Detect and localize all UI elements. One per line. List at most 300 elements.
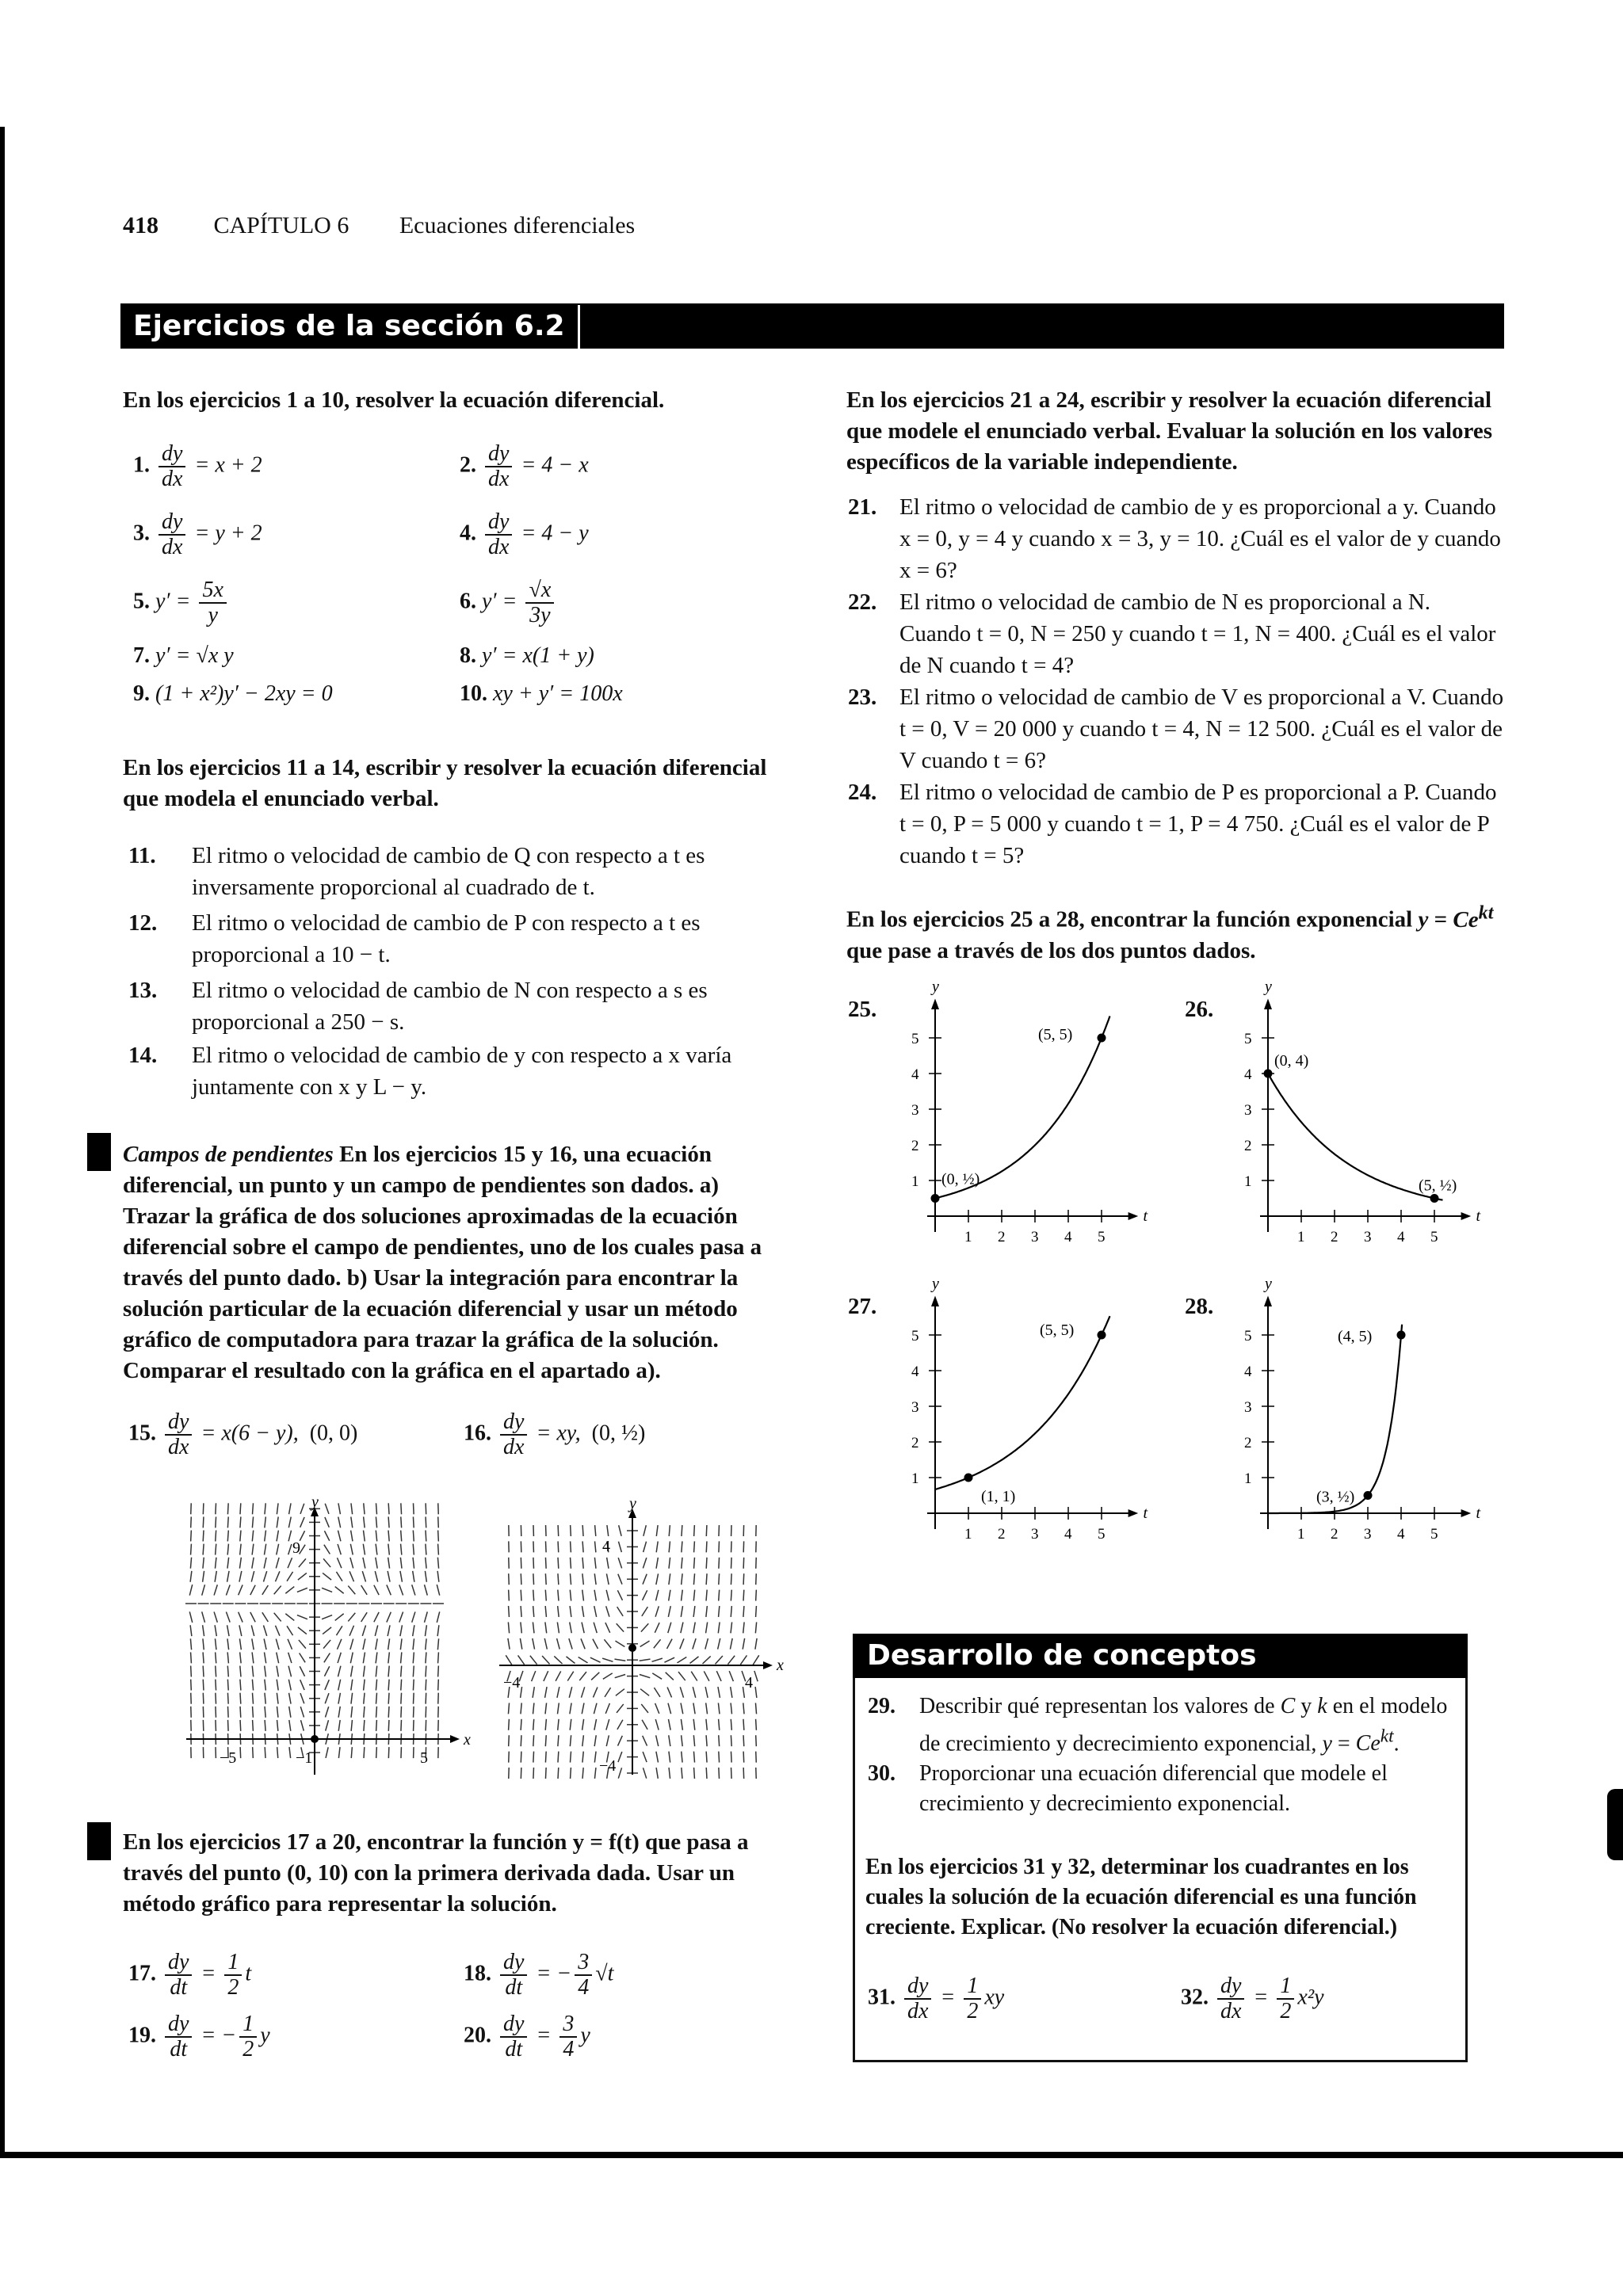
data-point: [931, 1194, 940, 1203]
slope-segment: [437, 1611, 439, 1623]
slope-segment: [656, 1590, 659, 1601]
slope-segment: [401, 1693, 402, 1704]
slope-segment: [288, 1639, 292, 1650]
slope-segment: [289, 1707, 291, 1718]
slope-segment: [594, 1703, 597, 1714]
slope-segment: [388, 1707, 389, 1718]
slope-segment: [214, 1585, 217, 1595]
slope-segment: [582, 1606, 583, 1617]
exercise-2: 2. $\frac{dy}{dx}$ = 4 − x: [460, 441, 589, 491]
slope-segment: [202, 1585, 205, 1595]
section-title: Ejercicios de la sección 6.2: [120, 305, 580, 349]
slope-segment: [300, 1707, 304, 1717]
instruction-15-16: Campos de pendientes En los ejercicios 15 y 16, una ecuación diferencial, un punto y un campo de pendientes son dados. a) Trazar la gráfica de dos soluciones aproximadas de la ecuación diferencial sobre el campo de pendientes, uno de los cuales pasa a través del punto dado. b) Usar la integración para encontrar la solución particular de la ecuación diferencial y usar un método gráfico de computadora para trazar la gráfica de la solución. Comparar el resultado con la gráfica en el apartado a).: [123, 1142, 762, 1383]
slope-segment: [401, 1544, 402, 1555]
slope-segment: [595, 1525, 596, 1536]
slope-segment: [729, 1671, 733, 1681]
slope-segment: [617, 1607, 624, 1616]
slope-segment: [545, 1590, 546, 1601]
slope-segment: [388, 1531, 389, 1542]
slope-segment: [274, 1586, 281, 1595]
slope-segment: [438, 1693, 439, 1704]
slope-segment: [264, 1558, 266, 1569]
slope-segment: [364, 1707, 365, 1718]
slope-segment: [438, 1680, 439, 1691]
slope-segment: [374, 1612, 379, 1622]
slope-segment: [643, 1768, 646, 1778]
slope-segment: [617, 1623, 624, 1631]
slope-segment: [253, 1747, 254, 1758]
slope-segment: [289, 1747, 291, 1758]
point-label: (5, 5): [1038, 1026, 1073, 1043]
slope-segment: [617, 1704, 624, 1713]
section-marker-icon: [87, 1133, 111, 1171]
svg-text:−5: −5: [220, 1749, 237, 1767]
slope-segment: [227, 1571, 229, 1582]
slope-segment: [705, 1638, 708, 1650]
slope-segment: [718, 1703, 720, 1714]
point-label: (5, ½): [1419, 1177, 1457, 1195]
slope-segment: [191, 1652, 192, 1663]
slope-segment: [203, 1531, 204, 1542]
slope-segment: [227, 1638, 229, 1650]
slope-segment: [756, 1573, 757, 1585]
slope-segment: [388, 1747, 389, 1758]
slope-segment: [364, 1503, 365, 1514]
axis-label-t: t: [1476, 1505, 1481, 1522]
slope-segment: [618, 1558, 621, 1568]
slope-segment: [579, 1657, 588, 1662]
slope-segment: [227, 1625, 229, 1636]
slope-segment: [582, 1719, 584, 1730]
slope-segment: [606, 1590, 609, 1601]
exercise-12: 12. El ritmo o velocidad de cambio de P con respecto a t es proporcional a 10 − t.: [128, 910, 701, 967]
tick-label-x: 3: [1031, 1229, 1039, 1245]
data-point: [1264, 1070, 1273, 1078]
slope-segment: [399, 1612, 403, 1623]
slope-segment: [693, 1638, 696, 1649]
slope-segment: [606, 1606, 609, 1616]
slope-segment: [664, 1657, 674, 1662]
slope-segment: [706, 1768, 707, 1779]
exercise-15: 15. $\frac{dy}{dx}$ = x(6 − y), (0, 0): [128, 1409, 358, 1459]
slope-segment: [239, 1571, 242, 1582]
slope-field-16: [491, 1497, 792, 1783]
slope-segment: [350, 1544, 353, 1555]
exercise-10: 10. xy + y′ = 100x: [460, 681, 623, 706]
slope-segment: [413, 1638, 414, 1650]
slope-segment: [277, 1680, 278, 1691]
slope-segment: [338, 1544, 341, 1554]
slope-segment: [756, 1752, 757, 1763]
slope-segment: [348, 1613, 355, 1622]
slope-segment: [719, 1541, 720, 1552]
slope-segment: [324, 1531, 329, 1540]
slope-segment: [656, 1752, 659, 1763]
slope-segment: [274, 1613, 281, 1622]
slope-segment: [567, 1672, 574, 1681]
slope-segment: [364, 1693, 365, 1704]
slope-segment: [388, 1544, 389, 1555]
slope-segment: [252, 1680, 253, 1691]
slope-segment: [190, 1638, 191, 1650]
slope-segment: [336, 1626, 342, 1635]
slope-segment: [693, 1687, 695, 1698]
slope-segment: [413, 1571, 414, 1582]
slope-segment: [570, 1719, 571, 1730]
slope-segment: [743, 1719, 744, 1730]
slope-segment: [239, 1612, 242, 1623]
slope-segment: [338, 1693, 340, 1704]
slope-segment: [412, 1585, 415, 1595]
slope-segment: [240, 1666, 241, 1677]
point-0-0: [311, 1735, 319, 1743]
slope-segment: [288, 1558, 292, 1568]
slope-segment: [413, 1503, 414, 1514]
instruction-25-28: En los ejercicios 25 a 28, encontrar la función exponencial $y = Ce^{kt}$ que pase a través de los dos puntos dados.: [846, 902, 1494, 963]
slope-segment: [376, 1747, 377, 1758]
tick-label-x: 1: [1297, 1229, 1305, 1245]
slope-segment: [682, 1590, 683, 1601]
point-label: (1, 1): [981, 1488, 1016, 1505]
slope-segment: [557, 1687, 559, 1698]
slope-segment: [350, 1653, 353, 1664]
slope-segment: [297, 1588, 307, 1592]
slope-segment: [388, 1558, 390, 1569]
tick-label-y: 4: [911, 1363, 919, 1380]
graph-25: [888, 978, 1173, 1264]
tick-label-x: 1: [964, 1526, 972, 1543]
slope-segment: [325, 1680, 329, 1690]
slope-segment: [557, 1622, 559, 1633]
slope-segment: [558, 1606, 559, 1617]
slope-segment: [719, 1558, 720, 1569]
slope-segment: [438, 1503, 439, 1514]
slope-segment: [594, 1606, 597, 1617]
slope-segment: [298, 1573, 307, 1580]
slope-segment: [277, 1544, 279, 1555]
slope-segment: [693, 1752, 694, 1763]
slope-segment: [668, 1623, 671, 1633]
slope-segment: [591, 1672, 599, 1680]
slope-segment: [617, 1590, 622, 1600]
tick-label-x: 2: [1331, 1526, 1338, 1543]
slope-segment: [594, 1735, 596, 1746]
slope-segment: [533, 1735, 534, 1746]
slope-segment: [719, 1735, 720, 1746]
slope-segment: [545, 1622, 547, 1633]
slope-segment: [322, 1588, 332, 1592]
slope-segment: [681, 1703, 683, 1714]
slope-segment: [569, 1687, 571, 1698]
slope-segment: [326, 1720, 329, 1730]
slope-segment: [669, 1573, 670, 1585]
slope-segment: [533, 1687, 534, 1698]
slope-segment: [693, 1719, 695, 1730]
axis-label-y: y: [1265, 978, 1272, 996]
slope-segment: [719, 1752, 720, 1763]
concepts-title: Desarrollo de conceptos: [853, 1634, 1468, 1678]
tick-label-x: 2: [998, 1229, 1006, 1245]
tick-label-y: 5: [911, 1031, 919, 1047]
slope-segment: [693, 1590, 694, 1601]
slope-segment: [191, 1516, 192, 1527]
exercise-32: 32. $\frac{dy}{dx}$ = $\frac{1}{2}$ x²y: [1181, 1974, 1324, 2023]
slope-segment: [558, 1768, 559, 1779]
slope-segment: [300, 1517, 304, 1527]
slope-segment: [361, 1585, 367, 1595]
slope-segment: [350, 1639, 353, 1650]
slope-segment: [437, 1638, 438, 1650]
page-edge-bar: [0, 127, 5, 2155]
slope-segment: [364, 1516, 365, 1527]
slope-segment: [226, 1612, 230, 1623]
slope-segment: [619, 1525, 621, 1536]
slope-segment: [640, 1689, 649, 1696]
slope-segment: [570, 1623, 572, 1634]
tick-label-x: 4: [1397, 1229, 1405, 1245]
slope-segment: [566, 1657, 575, 1664]
slope-segment: [582, 1558, 583, 1569]
slope-segment: [240, 1693, 241, 1704]
slope-segment: [299, 1640, 306, 1649]
slope-segment: [288, 1653, 292, 1663]
slope-segment: [643, 1590, 647, 1600]
slope-segment: [694, 1558, 695, 1569]
slope-segment: [401, 1720, 402, 1731]
slope-segment: [203, 1516, 204, 1527]
slope-segment: [614, 1659, 625, 1661]
slope-segment: [654, 1688, 660, 1697]
slope-segment: [337, 1639, 341, 1650]
slope-segment: [643, 1542, 647, 1552]
slope-segment: [605, 1688, 611, 1697]
slope-segment: [287, 1626, 292, 1635]
slope-segment: [570, 1606, 571, 1617]
slope-segment: [227, 1516, 228, 1527]
slope-segment: [579, 1672, 586, 1680]
slope-segment: [227, 1680, 228, 1691]
slope-segment: [520, 1638, 521, 1650]
slope-segment: [680, 1687, 683, 1697]
slope-segment: [425, 1585, 428, 1595]
exponential-curve: [935, 1316, 1110, 1489]
tick-label-y: 1: [911, 1470, 919, 1487]
slope-segment: [401, 1503, 402, 1514]
slope-segment: [251, 1625, 254, 1636]
slope-segment: [324, 1666, 329, 1676]
slope-segment: [618, 1574, 622, 1585]
slope-segment: [300, 1693, 304, 1703]
slope-segment: [190, 1625, 192, 1636]
slope-segment: [703, 1656, 711, 1664]
slope-segment: [546, 1525, 547, 1536]
tick-label-y: 5: [911, 1328, 919, 1344]
slope-segment: [594, 1752, 596, 1763]
slope-segment: [215, 1571, 216, 1582]
slope-segment: [607, 1525, 609, 1536]
slope-segment: [337, 1558, 341, 1568]
slope-segment: [669, 1768, 670, 1779]
slope-segment: [215, 1558, 216, 1569]
slope-segment: [655, 1719, 659, 1730]
data-point: [964, 1474, 973, 1482]
slope-segment: [288, 1680, 291, 1691]
slope-segment: [265, 1544, 266, 1555]
slope-segment: [705, 1687, 708, 1698]
slope-segment: [215, 1638, 216, 1650]
exercise-4: 4. $\frac{dy}{dx}$ = 4 − y: [460, 509, 589, 559]
slope-segment: [731, 1558, 732, 1569]
slope-segment: [401, 1666, 402, 1677]
slope-segment: [288, 1666, 291, 1677]
slope-segment: [289, 1693, 291, 1704]
slope-segment: [509, 1735, 510, 1746]
slope-segment: [323, 1558, 330, 1567]
slope-segment: [570, 1703, 571, 1714]
slope-segment: [252, 1558, 254, 1569]
slope-segment: [706, 1558, 707, 1569]
slope-segment: [640, 1641, 650, 1646]
slope-segment: [706, 1752, 707, 1763]
slope-segment: [545, 1752, 546, 1763]
slope-segment: [706, 1573, 707, 1585]
slope-segment: [438, 1544, 439, 1555]
tick-label-x: 5: [1430, 1229, 1438, 1245]
slope-segment: [668, 1703, 671, 1714]
slope-segment: [606, 1735, 609, 1746]
slope-segment: [401, 1652, 402, 1663]
slope-segment: [743, 1752, 744, 1763]
slope-segment: [338, 1517, 341, 1528]
slope-segment: [298, 1627, 307, 1634]
slope-segment: [570, 1590, 571, 1601]
slope-segment: [400, 1625, 402, 1636]
slope-segment: [719, 1768, 720, 1779]
slope-segment: [226, 1585, 230, 1595]
slope-segment: [680, 1638, 684, 1649]
slope-segment: [740, 1655, 747, 1664]
svg-text:y: y: [629, 1495, 636, 1512]
data-point: [1098, 1331, 1106, 1340]
slope-segment: [533, 1590, 534, 1601]
slope-segment: [401, 1531, 402, 1542]
slope-segment: [338, 1747, 340, 1758]
slope-segment: [376, 1652, 377, 1663]
point-label: (0, ½): [941, 1170, 980, 1188]
slope-segment: [706, 1606, 707, 1617]
slope-segment: [189, 1585, 192, 1596]
slope-segment: [388, 1516, 389, 1527]
slope-segment: [438, 1652, 439, 1663]
tick-label-y: 3: [1244, 1399, 1252, 1416]
slope-segment: [693, 1735, 694, 1746]
slope-segment: [616, 1689, 624, 1696]
slope-segment: [755, 1638, 757, 1650]
slope-segment: [239, 1625, 242, 1636]
svg-text:−4: −4: [503, 1674, 521, 1691]
slope-segment: [191, 1544, 192, 1555]
slope-segment: [300, 1504, 304, 1514]
slope-segment: [506, 1655, 512, 1665]
slope-segment: [693, 1623, 696, 1634]
slope-segment: [508, 1703, 509, 1714]
graph-26: [1220, 978, 1506, 1264]
point-label: (3, ½): [1316, 1488, 1355, 1506]
slope-segment: [618, 1768, 621, 1778]
slope-segment: [338, 1720, 340, 1731]
slope-segment: [533, 1752, 534, 1763]
slope-segment: [677, 1657, 686, 1662]
slope-segment: [351, 1720, 352, 1731]
slope-segment: [203, 1693, 204, 1704]
svg-text:y: y: [311, 1493, 319, 1511]
slope-segment: [755, 1687, 757, 1698]
slope-segment: [716, 1671, 721, 1681]
slope-segment: [301, 1720, 304, 1730]
slope-segment: [594, 1768, 595, 1779]
slope-segment: [203, 1680, 204, 1691]
slope-segment: [277, 1720, 278, 1731]
slope-segment: [252, 1666, 253, 1677]
exercise-6: 6. y′ = $\frac{√x}{3y}$: [460, 578, 557, 627]
tick-label-y: 1: [911, 1173, 919, 1190]
slope-segment: [362, 1626, 365, 1636]
slope-segment: [533, 1573, 534, 1585]
slope-segment: [533, 1622, 534, 1633]
exercise-5: 5. y′ = $\frac{5x}{y}$: [133, 578, 230, 627]
slope-segment: [558, 1525, 559, 1536]
axis-label-y: y: [932, 978, 939, 996]
tick-label-x: 1: [1297, 1526, 1305, 1543]
slope-segment: [743, 1590, 744, 1601]
slope-segment: [252, 1516, 253, 1527]
slope-segment: [678, 1672, 685, 1680]
exercise-31: 31. $\frac{dy}{dx}$ = $\frac{1}{2}$ xy: [868, 1974, 1005, 2023]
chapter-label: CAPÍTULO 6: [213, 212, 349, 238]
slope-segment: [252, 1544, 254, 1555]
slope-segment: [203, 1544, 204, 1555]
slope-segment: [191, 1531, 192, 1542]
slope-segment: [542, 1656, 549, 1664]
slope-segment: [558, 1573, 559, 1585]
slope-segment: [191, 1680, 192, 1691]
slope-segment: [203, 1503, 204, 1514]
slope-segment: [590, 1657, 601, 1662]
slope-segment: [401, 1516, 402, 1527]
slope-segment: [351, 1680, 353, 1691]
slope-segment: [730, 1638, 732, 1650]
slope-segment: [388, 1638, 390, 1650]
tick-label-x: 5: [1430, 1526, 1438, 1543]
slope-segment: [297, 1615, 307, 1619]
slope-segment: [388, 1693, 389, 1704]
slope-segment: [437, 1571, 439, 1582]
slope-segment: [323, 1627, 331, 1634]
instruction-31-32: En los ejercicios 31 y 32, determinar los cuadrantes en los cuales la solución de la ecuación diferencial es una función creciente. Explicar. (No resolver la ecuación diferencial.): [865, 1855, 1417, 1939]
slope-segment: [413, 1531, 414, 1542]
slope-segment: [300, 1531, 304, 1540]
slope-segment: [190, 1558, 191, 1569]
tick-label-y: 5: [1244, 1031, 1252, 1047]
slope-segment: [325, 1517, 329, 1527]
slope-segment: [277, 1693, 278, 1704]
slope-segment: [594, 1590, 596, 1601]
slope-segment: [437, 1585, 439, 1596]
slope-segment: [743, 1606, 744, 1617]
slope-segment: [252, 1503, 253, 1514]
slope-segment: [581, 1638, 585, 1649]
